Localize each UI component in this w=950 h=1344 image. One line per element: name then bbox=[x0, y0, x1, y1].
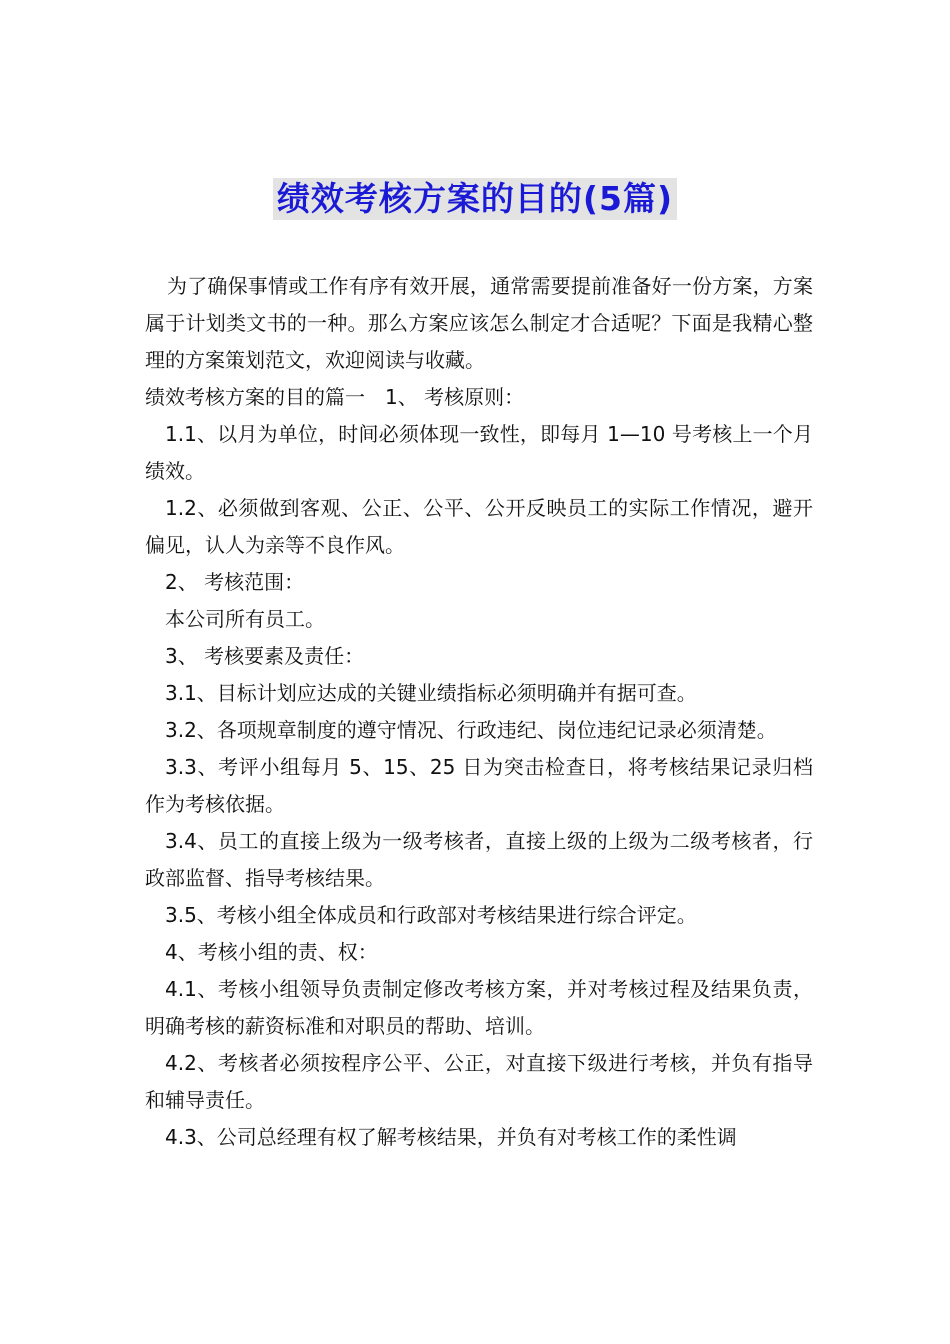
document-title: 绩效考核方案的目的(5篇) bbox=[273, 178, 677, 220]
paragraph-4-heading: 4、考核小组的责、权： bbox=[165, 940, 378, 964]
paragraph-3-1: 3.1、目标计划应达成的关键业绩指标必须明确并有据可查。 bbox=[165, 681, 697, 705]
paragraph-2-heading: 2、 考核范围： bbox=[165, 570, 305, 594]
paragraph-3-4: 3.4、员工的直接上级为一级考核者，直接上级的上级为二级考核者，行政部监督、指导考核结果。 bbox=[145, 829, 813, 890]
paragraph-1-1: 1.1、以月为单位，时间必须体现一致性，即每月 1—10 号考核上一个月绩效。 bbox=[145, 422, 813, 483]
paragraph-3-5: 3.5、考核小组全体成员和行政部对考核结果进行综合评定。 bbox=[165, 903, 697, 927]
paragraph-4-2: 4.2、考核者必须按程序公平、公正，对直接下级进行考核，并负有指导和辅导责任。 bbox=[145, 1051, 813, 1112]
paragraph-3-3: 3.3、考评小组每月 5、15、25 日为突击检查日，将考核结果记录归档作为考核依据。 bbox=[145, 755, 813, 816]
paragraph-1-2: 1.2、必须做到客观、公正、公平、公开反映员工的实际工作情况，避开偏见，认人为亲等不良作风。 bbox=[145, 496, 813, 557]
paragraph-4-1: 4.1、考核小组领导负责制定修改考核方案，并对考核过程及结果负责，明确考核的薪资标准和对职员的帮助、培训。 bbox=[145, 977, 813, 1038]
paragraph-2-scope: 本公司所有员工。 bbox=[165, 607, 325, 631]
document-body bbox=[145, 268, 813, 1156]
paragraph-intro: 为了确保事情或工作有序有效开展，通常需要提前准备好一份方案，方案属于计划类文书的一种。那么方案应该怎么制定才合适呢？下面是我精心整理的方案策划范文，欢迎阅读与收藏。 bbox=[145, 274, 813, 372]
title-container bbox=[0, 178, 950, 220]
paragraph-4-3: 4.3、公司总经理有权了解考核结果，并负有对考核工作的柔性调 bbox=[165, 1125, 737, 1149]
paragraph-section-heading: 绩效考核方案的目的篇一 1、 考核原则： bbox=[145, 385, 525, 409]
paragraph-3-2: 3.2、各项规章制度的遵守情况、行政违纪、岗位违纪记录必须清楚。 bbox=[165, 718, 777, 742]
paragraph-3-heading: 3、 考核要素及责任： bbox=[165, 644, 365, 668]
